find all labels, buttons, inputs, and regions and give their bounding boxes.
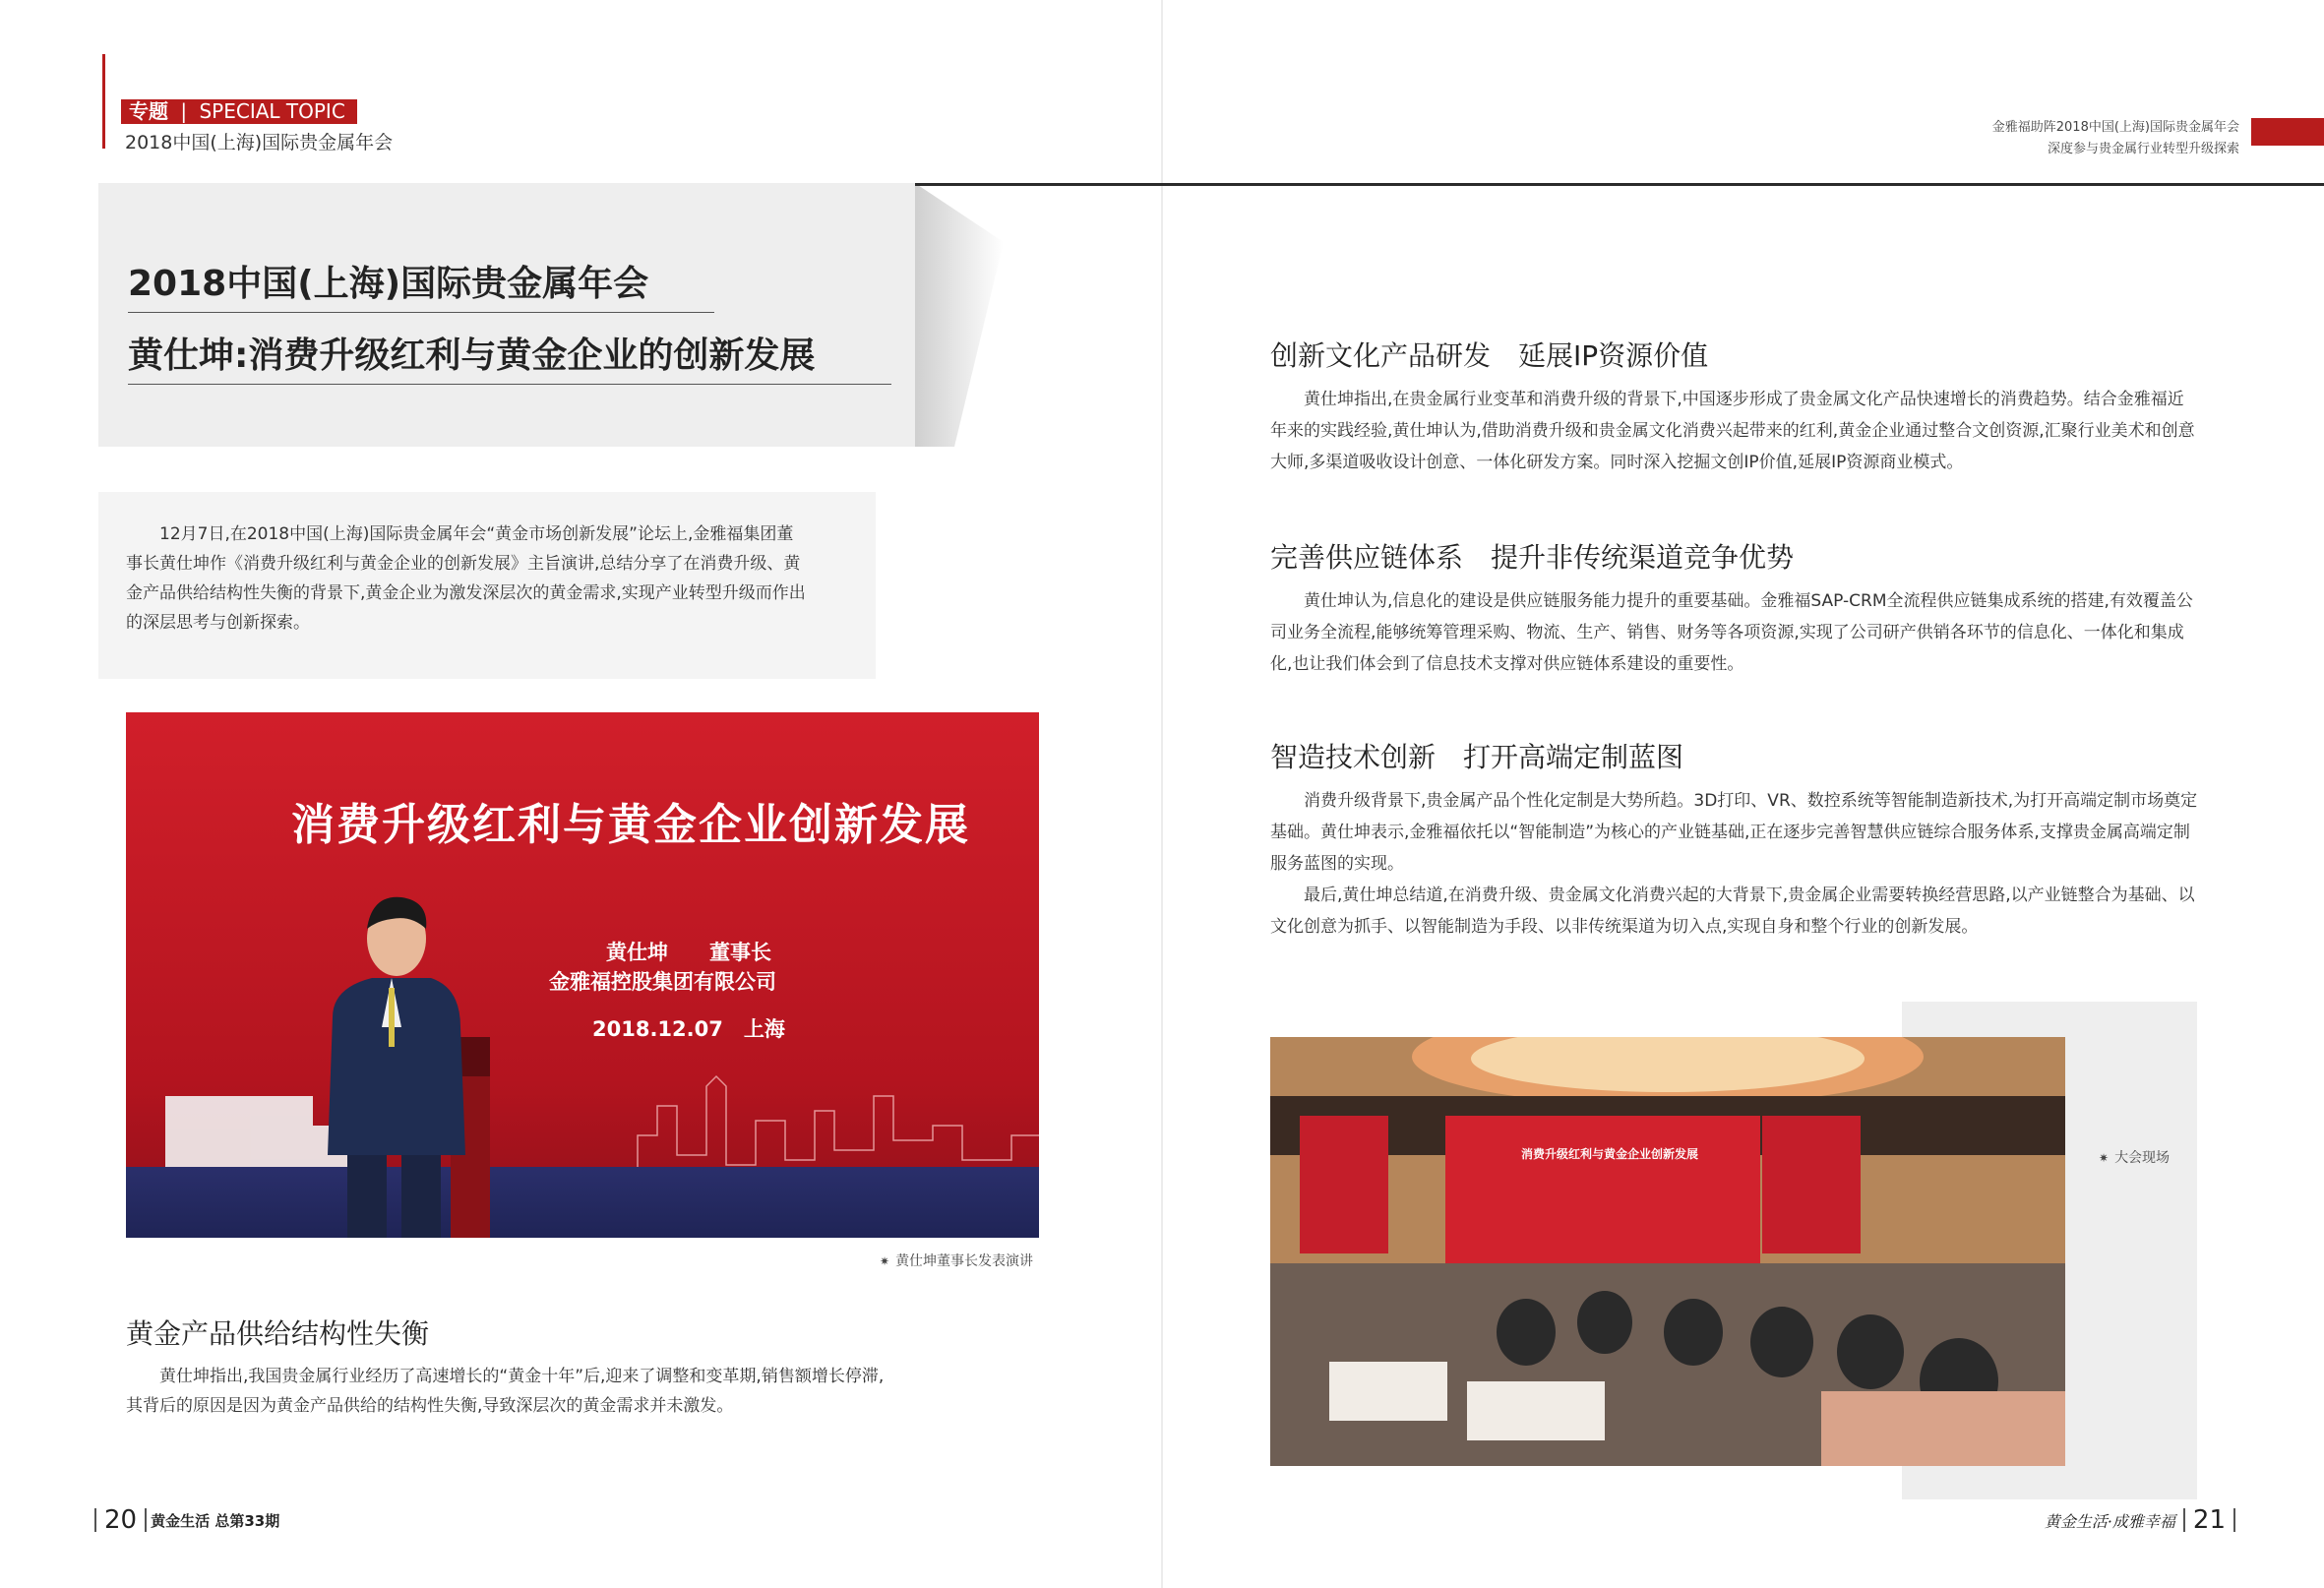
section-paragraph: 黄仕坤认为,信息化的建设是供应链服务能力提升的重要基础。金雅福SAP-CRM全流程供应链集成系统的搭建,有效覆盖公司业务全流程,能够统筹管理采购、物流、生产、销售、财务等各项资源,实现了公司研产供销各环节的信息化、一体化和集成化,也让我们体会到了信息技术支撑对供应链体系建设的重要性。 (1270, 591, 2193, 674)
speaker-photo (126, 712, 1039, 1238)
screen-title: 消费升级红利与黄金企业创新发展 (1521, 1147, 1699, 1161)
magazine-issue: 黄金生活 总第33期 (151, 1511, 280, 1530)
caption-marker-icon: ✷ (880, 1254, 890, 1268)
folio-divider (145, 1508, 147, 1532)
folio (2044, 1505, 2235, 1535)
photo-caption (2099, 1147, 2170, 1167)
section-heading: 黄金产品供给结构性失衡 (126, 1317, 430, 1350)
page-number: 20 (104, 1505, 138, 1535)
caption-text: 黄仕坤董事长发表演讲 (895, 1253, 1034, 1269)
section-paragraph: 消费升级背景下,贵金属产品个性化定制是大势所趋。3D打印、VR、数控系统等智能制造新技术,为打开高端定制市场奠定基础。黄仕坤表示,金雅福依托以“智能制造”为核心的产业链基础,正在逐步完善智慧供应链综合服务体系,支撑贵金属高端定制服务蓝图的实现。 (1270, 791, 2198, 874)
photo-caption (880, 1251, 1033, 1270)
conference-scene (1270, 1037, 2065, 1466)
caption-marker-icon: ✷ (2099, 1151, 2110, 1165)
article-title-line1: 2018中国(上海)国际贵金属年会 (128, 256, 714, 313)
running-header (1992, 116, 2239, 156)
header-accent-bar (2251, 118, 2324, 146)
stage-floor (126, 1167, 1039, 1238)
tag-label-zh: 专题 (129, 99, 168, 123)
backdrop-date: 2018.12.07 上海 (592, 1017, 785, 1041)
section-paragraph: 黄仕坤指出,在贵金属行业变革和消费升级的背景下,中国逐步形成了贵金属文化产品快速增长的消费趋势。结合金雅福近年来的实践经验,黄仕坤认为,借助消费升级和贵金属文化消费兴起带来的红利,黄金企业通过整合文创资源,汇聚行业美术和创意大师,多渠道吸收设计创意、一体化研发方案。同时深入挖掘文创IP价值,延展IP资源商业模式。 (1270, 390, 2195, 472)
section-heading: 创新文化产品研发 延展IP资源价值 (1270, 339, 1709, 372)
section-paragraph: 黄仕坤指出,我国贵金属行业经历了高速增长的“黄金十年”后,迎来了调整和变革期,销售额增长停滞,其背后的原因是因为黄金产品供给的结构性失衡,导致深层次的黄金需求并未激发。 (126, 1367, 885, 1416)
folio-divider (2183, 1508, 2185, 1532)
folio-divider (2233, 1508, 2235, 1532)
title-panel (98, 183, 915, 447)
backdrop-company: 金雅福控股集团有限公司 (549, 970, 776, 994)
right-page (1162, 0, 2324, 1588)
speaker-figure (293, 830, 490, 1238)
caption-text: 大会现场 (2114, 1150, 2171, 1166)
running-header-line1: 金雅福助阵2018中国(上海)国际贵金属年会 (1991, 120, 2239, 135)
special-topic-tag (121, 99, 357, 124)
section-subtitle: 2018中国(上海)国际贵金属年会 (125, 132, 394, 153)
section-heading: 完善供应链体系 提升非传统渠道竞争优势 (1270, 541, 1795, 574)
magazine-slogan: 黄金生活·成雅幸福 (2044, 1511, 2175, 1531)
section-header (102, 54, 394, 153)
tag-separator: | (180, 99, 188, 123)
section-heading: 智造技术创新 打开高端定制蓝图 (1270, 741, 1684, 773)
lead-paragraph: 12月7日,在2018中国(上海)国际贵金属年会“黄金市场创新发展”论坛上,金雅福集团董事长黄仕坤作《消费升级红利与黄金企业的创新发展》主旨演讲,总结分享了在消费升级、黄金产品供给结构性失衡的背景下,黄金企业为激发深层次的黄金需求,实现产业转型升级而作出的深层思考与创新探索。 (126, 524, 806, 633)
running-header-line2: 深度参与贵金属行业转型升级探索 (2047, 142, 2239, 156)
backdrop-title: 消费升级红利与黄金企业创新发展 (291, 800, 970, 850)
backdrop-speaker-name: 黄仕坤 董事长 (606, 941, 771, 964)
page-curl-decoration (915, 183, 1004, 447)
folio (94, 1505, 280, 1535)
conference-photo (1270, 1037, 2065, 1466)
article-title-line2: 黄仕坤:消费升级红利与黄金企业的创新发展 (128, 328, 891, 385)
section-paragraph: 最后,黄仕坤总结道,在消费升级、贵金属文化消费兴起的大背景下,贵金属企业需要转换经营思路,以产业链整合为基础、以文化创意为抓手、以智能制造为手段、以非传统渠道为切入点,实现自身和整个行业的创新发展。 (1270, 886, 2195, 937)
folio-divider (94, 1508, 96, 1532)
page-number: 21 (2192, 1505, 2226, 1535)
tag-label-en: SPECIAL TOPIC (199, 99, 345, 123)
